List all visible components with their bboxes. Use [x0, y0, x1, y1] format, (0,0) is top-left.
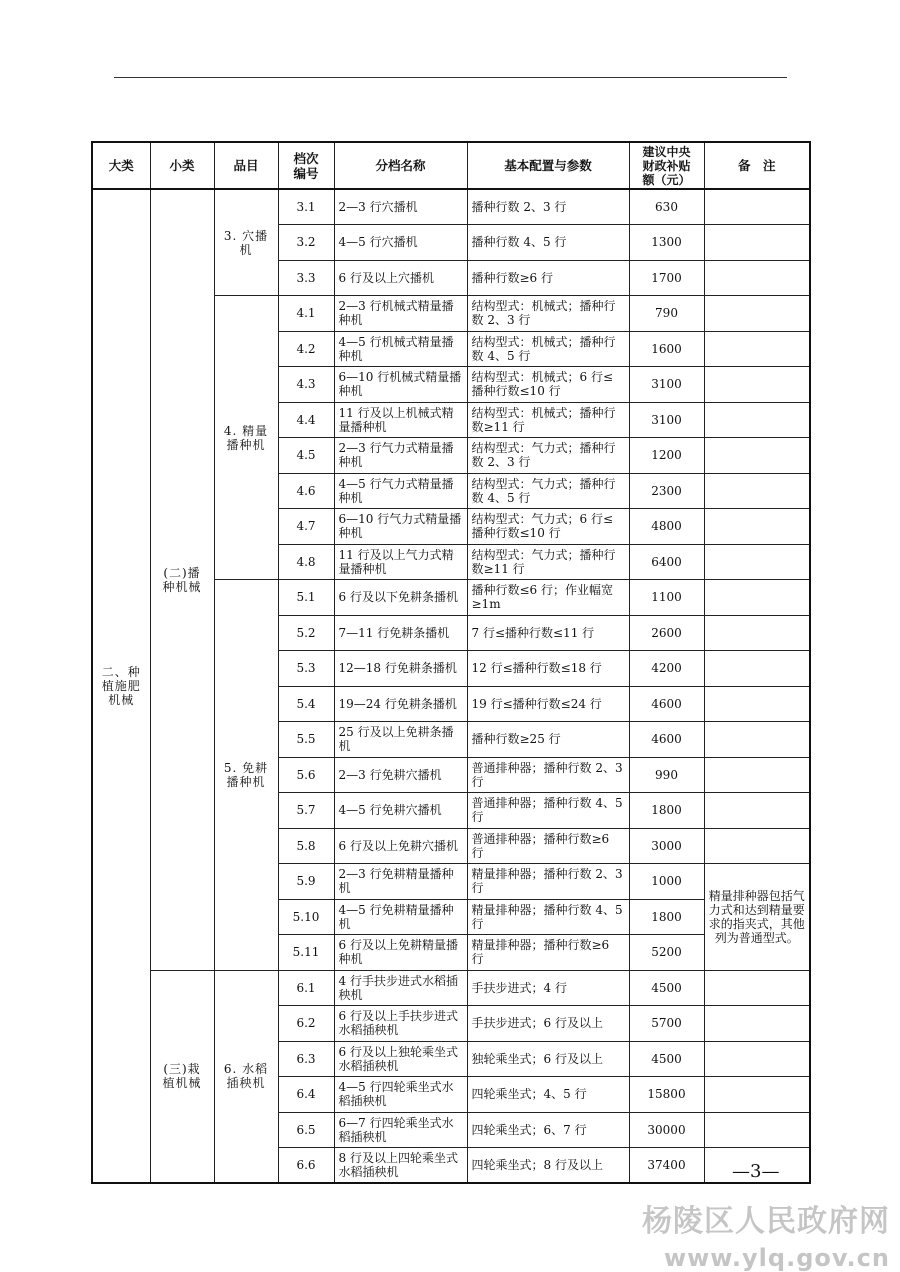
- config-cell: 结构型式：机械式；播种行数≥11 行: [467, 402, 629, 438]
- grade-name-cell: 6—7 行四轮乘坐式水稻插秧机: [334, 1112, 467, 1148]
- subsidy-amount-cell: 4800: [629, 509, 704, 545]
- subsidy-amount-cell: 30000: [629, 1112, 704, 1148]
- remark-cell: [704, 402, 810, 438]
- grade-name-cell: 6 行及以上穴播机: [334, 260, 467, 296]
- config-cell: 7 行≤播种行数≤11 行: [467, 615, 629, 651]
- grade-name-cell: 4—5 行气力式精量播种机: [334, 473, 467, 509]
- grade-code-cell: 4.3: [278, 367, 334, 403]
- remark-cell: [704, 580, 810, 616]
- config-cell: 播种行数≤6 行；作业幅宽≥1m: [467, 580, 629, 616]
- grade-code-cell: 6.3: [278, 1041, 334, 1077]
- subsidy-amount-cell: 4500: [629, 970, 704, 1006]
- config-cell: 12 行≤播种行数≤18 行: [467, 651, 629, 687]
- grade-code-cell: 5.10: [278, 899, 334, 935]
- col-header-subcategory: 小类: [150, 142, 214, 189]
- item-cell-hill-planter: 3. 穴播 机: [214, 189, 278, 296]
- grade-name-cell: 2—3 行气力式精量播种机: [334, 438, 467, 474]
- config-cell: 结构型式：气力式；播种行数 2、3 行: [467, 438, 629, 474]
- remark-cell: [704, 793, 810, 829]
- remark-cell: [704, 1006, 810, 1042]
- grade-code-cell: 6.6: [278, 1148, 334, 1184]
- remark-cell: [704, 1041, 810, 1077]
- grade-name-cell: 6—10 行气力式精量播种机: [334, 509, 467, 545]
- grade-name-cell: 4—5 行免耕穴播机: [334, 793, 467, 829]
- col-header-subsidy: 建议中央 财政补贴 额（元）: [629, 142, 704, 189]
- remark-cell: [704, 260, 810, 296]
- grade-code-cell: 5.8: [278, 828, 334, 864]
- item-cell-no-till-planter: 5. 免耕 播种机: [214, 580, 278, 971]
- grade-code-cell: 6.1: [278, 970, 334, 1006]
- subsidy-amount-cell: 2300: [629, 473, 704, 509]
- config-cell: 结构型式：气力式；6 行≤播种行数≤10 行: [467, 509, 629, 545]
- subsidy-amount-cell: 990: [629, 757, 704, 793]
- remark-cell: [704, 757, 810, 793]
- remark-cell: [704, 544, 810, 580]
- remark-cell: [704, 722, 810, 758]
- grade-name-cell: 6 行及以上免耕精量播种机: [334, 935, 467, 971]
- config-cell: 播种行数 4、5 行: [467, 225, 629, 261]
- grade-code-cell: 4.2: [278, 331, 334, 367]
- remark-cell: [704, 1112, 810, 1148]
- remark-cell: [704, 438, 810, 474]
- subsidy-amount-cell: 4200: [629, 651, 704, 687]
- subsidy-amount-cell: 1000: [629, 864, 704, 900]
- grade-name-cell: 6—10 行机械式精量播种机: [334, 367, 467, 403]
- remark-cell: [704, 970, 810, 1006]
- remark-cell: [704, 509, 810, 545]
- table-header-row: [92, 142, 810, 189]
- grade-name-cell: 2—3 行免耕精量播种机: [334, 864, 467, 900]
- config-cell: 结构型式：机械式；播种行数 4、5 行: [467, 331, 629, 367]
- subsidy-amount-cell: 3100: [629, 402, 704, 438]
- grade-name-cell: 6 行及以下免耕条播机: [334, 580, 467, 616]
- subsidy-amount-cell: 790: [629, 296, 704, 332]
- subsidy-amount-cell: 1800: [629, 793, 704, 829]
- config-cell: 19 行≤播种行数≤24 行: [467, 686, 629, 722]
- grade-code-cell: 6.5: [278, 1112, 334, 1148]
- grade-name-cell: 19—24 行免耕条播机: [334, 686, 467, 722]
- grade-name-cell: 6 行及以上手扶步进式水稻插秧机: [334, 1006, 467, 1042]
- grade-name-cell: 6 行及以上免耕穴播机: [334, 828, 467, 864]
- grade-name-cell: 4—5 行四轮乘坐式水稻插秧机: [334, 1077, 467, 1113]
- grade-name-cell: 11 行及以上气力式精量播种机: [334, 544, 467, 580]
- col-header-remark: 备 注: [704, 142, 810, 189]
- subcategory-cell-transplanting: (三)栽 植机械: [150, 970, 214, 1183]
- subsidy-amount-cell: 1300: [629, 225, 704, 261]
- col-header-config: 基本配置与参数: [467, 142, 629, 189]
- col-header-grade-name: 分档名称: [334, 142, 467, 189]
- table-row: [92, 970, 810, 1006]
- col-header-grade-code: 档次 编号: [278, 142, 334, 189]
- subsidy-amount-cell: 5700: [629, 1006, 704, 1042]
- subsidy-amount-cell: 15800: [629, 1077, 704, 1113]
- config-cell: 精量排种器；播种行数≥6 行: [467, 935, 629, 971]
- grade-name-cell: 12—18 行免耕条播机: [334, 651, 467, 687]
- grade-name-cell: 2—3 行穴播机: [334, 189, 467, 225]
- header-rule: [114, 77, 787, 78]
- grade-code-cell: 6.2: [278, 1006, 334, 1042]
- remark-cell: [704, 225, 810, 261]
- grade-name-cell: 6 行及以上独轮乘坐式水稻插秧机: [334, 1041, 467, 1077]
- grade-name-cell: 2—3 行免耕穴播机: [334, 757, 467, 793]
- grade-name-cell: 4—5 行穴播机: [334, 225, 467, 261]
- grade-code-cell: 3.1: [278, 189, 334, 225]
- subsidy-amount-cell: 1800: [629, 899, 704, 935]
- subsidy-amount-cell: 3100: [629, 367, 704, 403]
- config-cell: 播种行数≥25 行: [467, 722, 629, 758]
- remark-cell: [704, 367, 810, 403]
- config-cell: 结构型式：机械式；播种行数 2、3 行: [467, 296, 629, 332]
- grade-code-cell: 4.7: [278, 509, 334, 545]
- grade-name-cell: 8 行及以上四轮乘坐式水稻插秧机: [334, 1148, 467, 1184]
- grade-code-cell: 5.6: [278, 757, 334, 793]
- subsidy-amount-cell: 4500: [629, 1041, 704, 1077]
- grade-code-cell: 4.5: [278, 438, 334, 474]
- config-cell: 手扶步进式；4 行: [467, 970, 629, 1006]
- grade-name-cell: 4 行手扶步进式水稻插秧机: [334, 970, 467, 1006]
- remark-cell: [704, 189, 810, 225]
- config-cell: 结构型式：气力式；播种行数≥11 行: [467, 544, 629, 580]
- item-cell-precision-planter: 4. 精量 播种机: [214, 296, 278, 580]
- remark-cell-precision-note: 精量排种器包括气力式和达到精量要求的指夹式，其他列为普通型式。: [704, 864, 810, 971]
- subsidy-amount-cell: 2600: [629, 615, 704, 651]
- subcategory-cell-sowing: (二)播 种机械: [150, 189, 214, 970]
- grade-name-cell: 4—5 行机械式精量播种机: [334, 331, 467, 367]
- category-cell: 二、种 植施肥 机械: [92, 189, 150, 1183]
- table-row: [92, 189, 810, 225]
- subsidy-amount-cell: 630: [629, 189, 704, 225]
- col-header-category: 大类: [92, 142, 150, 189]
- config-cell: 结构型式：机械式；6 行≤播种行数≤10 行: [467, 367, 629, 403]
- config-cell: 精量排种器；播种行数 4、5 行: [467, 899, 629, 935]
- subsidy-amount-cell: 3000: [629, 828, 704, 864]
- grade-code-cell: 4.8: [278, 544, 334, 580]
- grade-code-cell: 4.1: [278, 296, 334, 332]
- subsidy-amount-cell: 4600: [629, 722, 704, 758]
- config-cell: 播种行数≥6 行: [467, 260, 629, 296]
- grade-code-cell: 5.4: [278, 686, 334, 722]
- remark-cell: [704, 828, 810, 864]
- subsidy-amount-cell: 5200: [629, 935, 704, 971]
- grade-code-cell: 5.11: [278, 935, 334, 971]
- config-cell: 四轮乘坐式；6、7 行: [467, 1112, 629, 1148]
- subsidy-table: [91, 141, 811, 1184]
- subsidy-amount-cell: 1100: [629, 580, 704, 616]
- subsidy-amount-cell: 37400: [629, 1148, 704, 1184]
- grade-name-cell: 2—3 行机械式精量播种机: [334, 296, 467, 332]
- remark-cell: [704, 331, 810, 367]
- config-cell: 普通排种器；播种行数≥6 行: [467, 828, 629, 864]
- subsidy-amount-cell: 4600: [629, 686, 704, 722]
- config-cell: 结构型式：气力式；播种行数 4、5 行: [467, 473, 629, 509]
- grade-code-cell: 3.3: [278, 260, 334, 296]
- grade-name-cell: 4—5 行免耕精量播种机: [334, 899, 467, 935]
- page-number: —3—: [732, 1161, 780, 1182]
- site-watermark: [642, 1196, 890, 1272]
- remark-cell: [704, 651, 810, 687]
- remark-cell: [704, 473, 810, 509]
- config-cell: 普通排种器；播种行数 4、5 行: [467, 793, 629, 829]
- grade-name-cell: 7—11 行免耕条播机: [334, 615, 467, 651]
- grade-code-cell: 6.4: [278, 1077, 334, 1113]
- watermark-url: www.ylq.gov.cn: [663, 1244, 890, 1272]
- grade-name-cell: 25 行及以上免耕条播机: [334, 722, 467, 758]
- grade-code-cell: 4.6: [278, 473, 334, 509]
- config-cell: 独轮乘坐式；6 行及以上: [467, 1041, 629, 1077]
- remark-cell: [704, 686, 810, 722]
- watermark-site-name: 杨陵区人民政府网: [642, 1204, 890, 1239]
- subsidy-amount-cell: 6400: [629, 544, 704, 580]
- config-cell: 四轮乘坐式；4、5 行: [467, 1077, 629, 1113]
- grade-code-cell: 5.5: [278, 722, 334, 758]
- grade-code-cell: 5.3: [278, 651, 334, 687]
- subsidy-amount-cell: 1700: [629, 260, 704, 296]
- grade-name-cell: 11 行及以上机械式精量播种机: [334, 402, 467, 438]
- remark-cell: [704, 1077, 810, 1113]
- grade-code-cell: 3.2: [278, 225, 334, 261]
- grade-code-cell: 4.4: [278, 402, 334, 438]
- config-cell: 精量排种器；播种行数 2、3 行: [467, 864, 629, 900]
- remark-cell: [704, 296, 810, 332]
- grade-code-cell: 5.7: [278, 793, 334, 829]
- config-cell: 普通排种器；播种行数 2、3 行: [467, 757, 629, 793]
- col-header-item: 品目: [214, 142, 278, 189]
- item-cell-rice-transplanter: 6. 水稻 插秧机: [214, 970, 278, 1183]
- config-cell: 手扶步进式；6 行及以上: [467, 1006, 629, 1042]
- config-cell: 四轮乘坐式；8 行及以上: [467, 1148, 629, 1184]
- grade-code-cell: 5.9: [278, 864, 334, 900]
- grade-code-cell: 5.1: [278, 580, 334, 616]
- grade-code-cell: 5.2: [278, 615, 334, 651]
- subsidy-amount-cell: 1600: [629, 331, 704, 367]
- config-cell: 播种行数 2、3 行: [467, 189, 629, 225]
- remark-cell: [704, 615, 810, 651]
- subsidy-amount-cell: 1200: [629, 438, 704, 474]
